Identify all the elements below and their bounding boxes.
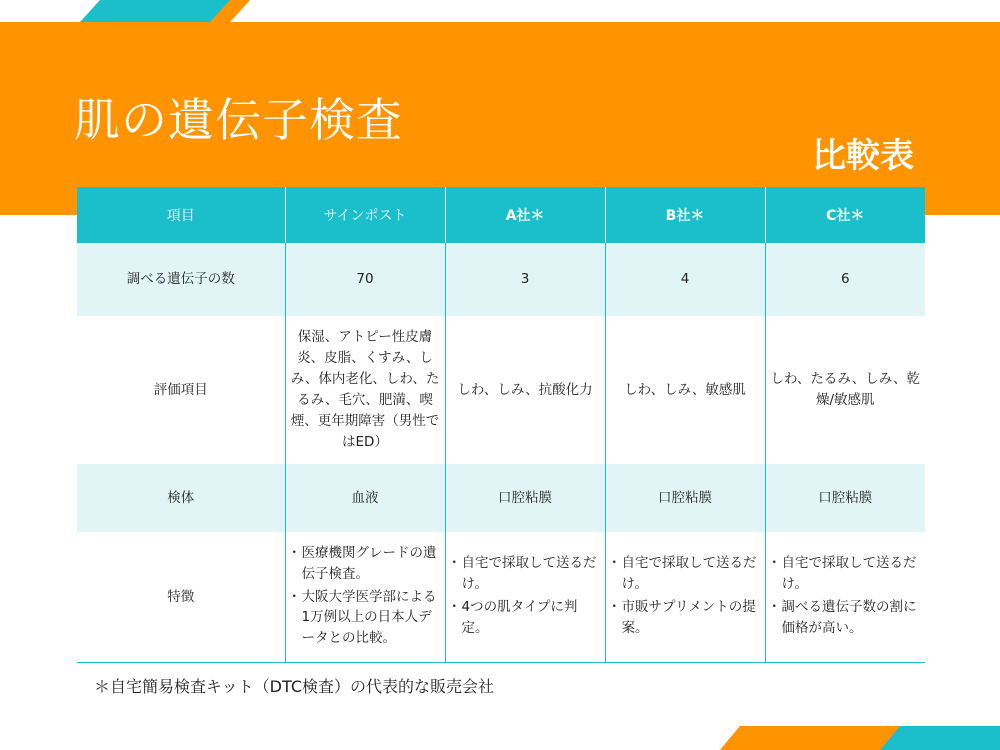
slide-title: 肌の遺伝子検査	[74, 93, 403, 147]
cell-gene-count-signpost: 70	[285, 243, 445, 316]
header-item: 項目	[77, 187, 285, 243]
list-item: ・ 医療機関グレードの遺伝子検査。	[290, 543, 441, 585]
row-label-features: 特徴	[77, 532, 285, 663]
cell-features-a	[445, 532, 605, 663]
features-list	[610, 553, 761, 639]
header-company-b: B社＊	[605, 187, 765, 243]
table-row-sample	[77, 464, 925, 532]
cell-sample-c: 口腔粘膜	[765, 464, 925, 532]
cell-evaluation-c: しわ、たるみ、しみ、乾燥/敏感肌	[765, 316, 925, 464]
cell-features-signpost	[285, 532, 445, 663]
cell-gene-count-a: 3	[445, 243, 605, 316]
header-signpost: サインポスト	[285, 187, 445, 243]
list-item: ・ 大阪大学医学部による1万例以上の日本人データとの比較。	[290, 587, 441, 650]
header-company-a: A社＊	[445, 187, 605, 243]
features-list	[290, 543, 441, 650]
list-item: ・ 自宅で採取して送るだけ。	[450, 553, 601, 595]
list-item: ・ 自宅で採取して送るだけ。	[770, 553, 922, 595]
cell-evaluation-signpost: 保湿、アトピー性皮膚炎、皮脂、くすみ、しみ、体内老化、しわ、たるみ、毛穴、肥満、喫煙、更年期障害（男性ではED）	[285, 316, 445, 464]
footnote: ＊自宅簡易検査キット（DTC検査）の代表的な販売会社	[94, 677, 495, 696]
row-label-gene-count: 調べる遺伝子の数	[77, 243, 285, 316]
features-list	[770, 553, 922, 639]
features-list	[450, 553, 601, 639]
cell-evaluation-b: しわ、しみ、敏感肌	[605, 316, 765, 464]
cell-evaluation-a: しわ、しみ、抗酸化力	[445, 316, 605, 464]
cell-features-b	[605, 532, 765, 663]
list-item: ・ 調べる遺伝子数の割に価格が高い。	[770, 597, 922, 639]
bottom-corner-stripe	[700, 726, 1000, 750]
top-teal-stripe	[0, 0, 1000, 22]
list-item: ・ 市販サプリメントの提案。	[610, 597, 761, 639]
cell-gene-count-c: 6	[765, 243, 925, 316]
row-label-sample: 検体	[77, 464, 285, 532]
header-company-c: C社＊	[765, 187, 925, 243]
row-label-evaluation: 評価項目	[153, 381, 208, 398]
list-item: ・ 自宅で採取して送るだけ。	[610, 553, 761, 595]
cell-features-c	[765, 532, 925, 663]
cell-sample-signpost: 血液	[285, 464, 445, 532]
table-row-evaluation	[77, 316, 925, 464]
slide-subtitle: 比較表	[812, 136, 914, 176]
comparison-table	[77, 187, 925, 663]
table-row-features	[77, 532, 925, 663]
cell-sample-b: 口腔粘膜	[605, 464, 765, 532]
cell-sample-a: 口腔粘膜	[445, 464, 605, 532]
list-item: ・ 4つの肌タイプに判定。	[450, 597, 601, 639]
table-header-row	[77, 187, 925, 243]
table-row-gene-count	[77, 243, 925, 316]
cell-gene-count-b: 4	[605, 243, 765, 316]
